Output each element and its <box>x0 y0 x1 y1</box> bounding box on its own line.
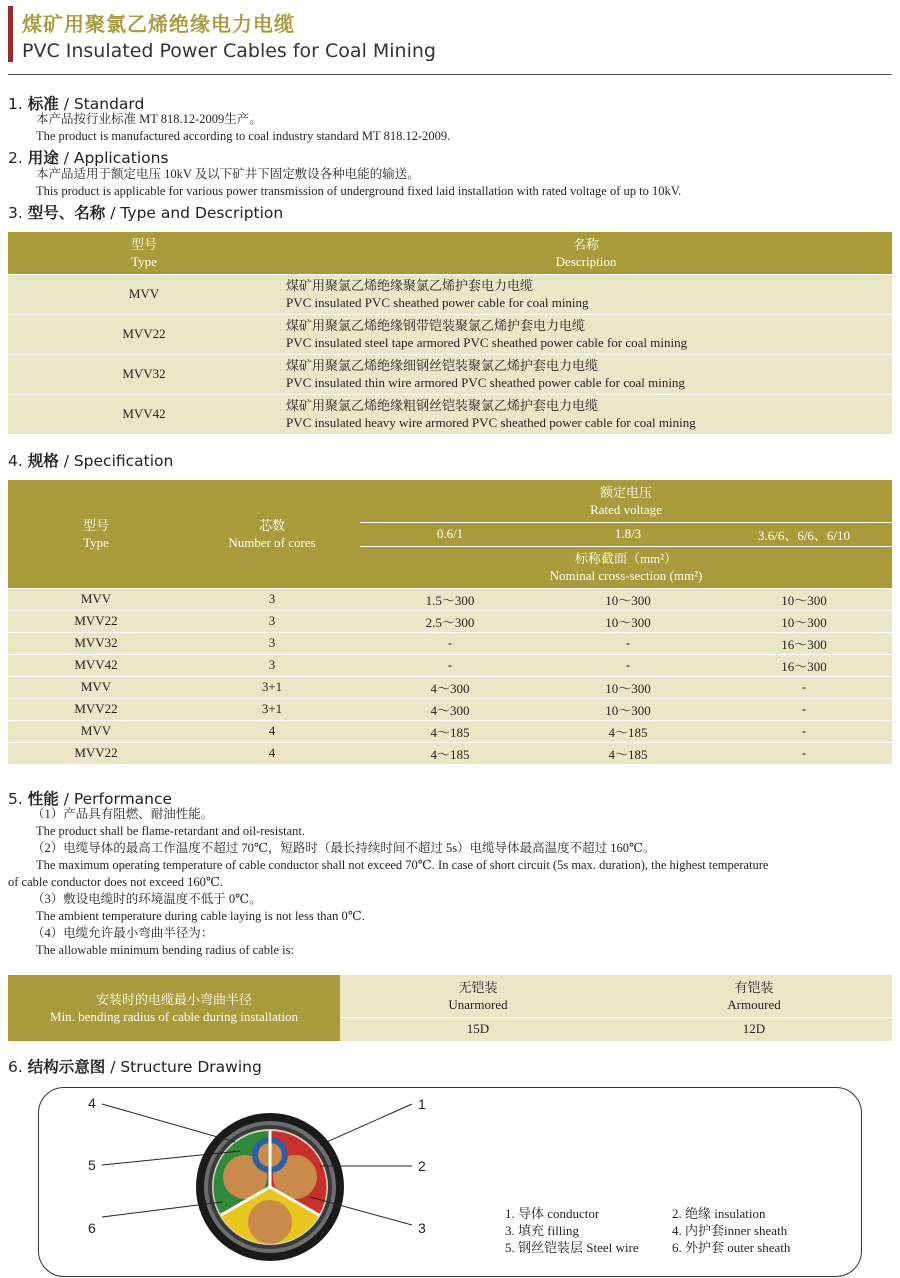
rated-voltage-en: Rated voltage <box>590 501 662 517</box>
spec-type-en: Type <box>83 534 109 550</box>
table-row <box>8 720 892 742</box>
cross-section-en: Nominal cross-section (mm²) <box>549 568 703 583</box>
voltage-col-3: 3.6/6、6/6、6/10 <box>716 522 892 546</box>
v3-cell: 16～300 <box>716 654 892 676</box>
type-header-en: Type <box>131 253 157 269</box>
section-spec-heading <box>8 449 173 471</box>
section-title-cn: 标准 <box>27 95 59 113</box>
unarmored-en: Unarmored <box>448 996 508 1012</box>
bend-label-en: Min. bending radius of cable during installation <box>49 1009 299 1024</box>
desc-cell <box>280 274 892 314</box>
section-title-en: / Standard <box>63 95 145 113</box>
section-title-en: / Type and Description <box>110 204 284 222</box>
desc-en: PVC insulated thin wire armored PVC sheathed power cable for coal mining <box>286 375 685 390</box>
cross-section-header <box>360 546 892 588</box>
v2-cell: 10～300 <box>540 610 716 632</box>
title-accent-bar <box>8 6 13 62</box>
table-row <box>8 676 892 698</box>
cores-cell: 4 <box>184 720 360 742</box>
standard-text-cn: 本产品按行业标准 MT 818.12-2009生产。 <box>36 112 262 126</box>
table-row <box>8 632 892 654</box>
v3-cell: 10～300 <box>716 588 892 610</box>
v1-cell: 4～185 <box>360 720 540 742</box>
perf-item-en: The maximum operating temperature of cable conductor shall not exceed 70℃. In case of short circuit (5s max. duration), the highest temperature <box>36 858 769 872</box>
section-title-cn: 结构示意图 <box>27 1058 106 1076</box>
desc-cell <box>280 394 892 434</box>
perf-item-cn: （2）电缆导体的最高工作温度不超过 70℃，短路时（最长持续时间不超过 5s）电缆导体最高温度不超过 160℃。 <box>32 841 656 855</box>
v3-cell: 10～300 <box>716 610 892 632</box>
desc-cn: 煤矿用聚氯乙烯绝缘细钢丝铠装聚氯乙烯护套电力电缆 <box>286 358 599 373</box>
type-cell: MVV42 <box>8 654 184 676</box>
desc-cn: 煤矿用聚氯乙烯绝缘钢带铠装聚氯乙烯护套电力电缆 <box>286 318 586 333</box>
spec-cores-cn: 芯数 <box>258 517 285 533</box>
type-header-cell <box>8 232 280 274</box>
perf-item-cn: （3）敷设电缆时的环境温度不低于 0℃。 <box>32 892 262 906</box>
section-type-heading <box>8 201 283 223</box>
legend-item: 6. 外护套 outer sheath <box>672 1240 791 1255</box>
section-number: 5. <box>8 790 23 808</box>
standard-text <box>36 111 450 145</box>
perf-item-en: The allowable minimum bending radius of cable is: <box>36 943 294 957</box>
section-title-cn: 型号、名称 <box>27 204 106 222</box>
header-divider <box>8 74 892 75</box>
leader-5 <box>102 1151 240 1165</box>
v1-cell: - <box>360 654 540 676</box>
v2-cell: 4～185 <box>540 742 716 764</box>
section-title-en: / Performance <box>63 790 173 808</box>
desc-cn: 煤矿用聚氯乙烯绝缘聚氯乙烯护套电力电缆 <box>286 278 534 293</box>
section-title-en: / Structure Drawing <box>110 1058 262 1076</box>
section-structure-heading <box>8 1055 262 1077</box>
desc-en: PVC insulated heavy wire armored PVC sheathed power cable for coal mining <box>286 415 696 430</box>
cores-cell: 4 <box>184 742 360 764</box>
bend-header-row <box>8 975 892 1017</box>
unarmored-value: 15D <box>340 1017 616 1041</box>
cores-cell: 3 <box>184 610 360 632</box>
v2-cell: 4～185 <box>540 720 716 742</box>
leader-6 <box>102 1202 222 1217</box>
callout-5: 5 <box>88 1157 96 1173</box>
applications-text <box>36 166 681 200</box>
section-title-en: / Specification <box>63 452 174 470</box>
perf-item-en-cont: of cable conductor does not exceed 160℃. <box>8 875 223 889</box>
perf-item-en: The ambient temperature during cable laying is not less than 0℃. <box>36 909 365 923</box>
legend-col-1 <box>505 1205 639 1256</box>
desc-en: PVC insulated PVC sheathed power cable for coal mining <box>286 295 589 310</box>
bend-radius-table <box>8 975 892 1041</box>
type-cell: MVV22 <box>8 698 184 720</box>
type-cell: MVV32 <box>8 354 280 394</box>
title-english: PVC Insulated Power Cables for Coal Mining <box>22 40 436 62</box>
callout-1: 1 <box>418 1096 426 1112</box>
v1-cell: 4～185 <box>360 742 540 764</box>
section-number: 6. <box>8 1058 23 1076</box>
type-cell: MVV22 <box>8 314 280 354</box>
unarmored-header <box>340 975 616 1017</box>
v2-cell: - <box>540 654 716 676</box>
table-row <box>8 654 892 676</box>
v3-cell: - <box>716 676 892 698</box>
voltage-col-2: 1.8/3 <box>540 522 716 546</box>
applications-text-cn: 本产品适用于额定电压 10kV 及以下矿井下固定敷设各种电能的输送。 <box>36 167 420 181</box>
v3-cell: - <box>716 720 892 742</box>
cores-cell: 3+1 <box>184 676 360 698</box>
type-cell: MVV <box>8 274 280 314</box>
section-title-cn: 性能 <box>27 790 59 808</box>
cores-cell: 3 <box>184 632 360 654</box>
desc-cell <box>280 314 892 354</box>
v1-cell: 1.5～300 <box>360 588 540 610</box>
perf-item-en: The product shall be flame-retardant and oil-resistant. <box>36 824 305 838</box>
spec-header-row-1 <box>8 480 892 522</box>
type-header-cn: 型号 <box>130 236 157 252</box>
leader-1 <box>320 1104 412 1145</box>
perf-item-cn: （1）产品具有阻燃、耐油性能。 <box>32 807 214 821</box>
desc-header-cn: 名称 <box>572 236 599 252</box>
section-number: 1. <box>8 95 23 113</box>
v1-cell: 2.5～300 <box>360 610 540 632</box>
performance-text <box>8 806 898 959</box>
table-row <box>8 274 892 314</box>
bend-label-cell <box>8 975 340 1041</box>
table-row <box>8 314 892 354</box>
table-row <box>8 588 892 610</box>
type-cell: MVV42 <box>8 394 280 434</box>
callout-4: 4 <box>88 1095 96 1111</box>
table-row <box>8 354 892 394</box>
section-title-en: / Applications <box>63 149 169 167</box>
standard-text-en: The product is manufactured according to coal industry standard MT 818.12-2009. <box>36 129 451 143</box>
section-applications-heading <box>8 146 169 168</box>
desc-header-cell <box>280 232 892 274</box>
spec-body <box>8 588 892 764</box>
unarmored-cn: 无铠装 <box>458 979 498 995</box>
legend-col-2 <box>672 1205 790 1256</box>
type-cell: MVV <box>8 676 184 698</box>
section-number: 3. <box>8 204 23 222</box>
spec-cores-header <box>184 480 360 588</box>
section-title-cn: 规格 <box>27 452 59 470</box>
armoured-header <box>616 975 892 1017</box>
table-row <box>8 394 892 434</box>
v2-cell: 10～300 <box>540 588 716 610</box>
desc-header-en: Description <box>555 253 617 269</box>
type-cell: MVV <box>8 588 184 610</box>
armoured-cn: 有铠装 <box>734 979 774 995</box>
table-row <box>8 698 892 720</box>
cross-section-cn: 标称截面（mm²） <box>574 551 678 566</box>
table-row <box>8 610 892 632</box>
spec-table <box>8 480 892 765</box>
legend-item: 2. 绝缘 insulation <box>672 1206 766 1221</box>
callout-6: 6 <box>88 1220 96 1236</box>
legend-item: 5. 钢丝铠装层 Steel wire <box>505 1240 639 1255</box>
v2-cell: - <box>540 632 716 654</box>
v1-cell: 4～300 <box>360 676 540 698</box>
title-chinese: 煤矿用聚氯乙烯绝缘电力电缆 <box>22 12 295 36</box>
desc-cell <box>280 354 892 394</box>
callout-2: 2 <box>418 1158 426 1174</box>
bend-label-cn: 安装时的电缆最小弯曲半径 <box>95 992 252 1007</box>
v3-cell: - <box>716 698 892 720</box>
table-row <box>8 742 892 764</box>
section-number: 4. <box>8 452 23 470</box>
desc-en: PVC insulated steel tape armored PVC sheathed power cable for coal mining <box>286 335 688 350</box>
type-table <box>8 232 892 435</box>
legend-item: 4. 内护套inner sheath <box>672 1223 788 1238</box>
rated-voltage-cn: 额定电压 <box>599 484 652 500</box>
spec-type-cn: 型号 <box>82 517 109 533</box>
type-cell: MVV22 <box>8 742 184 764</box>
v1-cell: 4～300 <box>360 698 540 720</box>
leader-3 <box>310 1197 412 1225</box>
type-cell: MVV22 <box>8 610 184 632</box>
type-cell: MVV32 <box>8 632 184 654</box>
voltage-col-1: 0.6/1 <box>360 522 540 546</box>
legend-item: 3. 填充 filling <box>505 1223 580 1238</box>
rated-voltage-header <box>360 480 892 522</box>
section-number: 2. <box>8 149 23 167</box>
cores-cell: 3 <box>184 588 360 610</box>
leader-4 <box>102 1104 235 1142</box>
v3-cell: - <box>716 742 892 764</box>
armoured-en: Armoured <box>727 996 781 1012</box>
applications-text-en: This product is applicable for various power transmission of underground fixed laid installation with rated voltage of up to 10kV. <box>36 184 682 198</box>
v2-cell: 10～300 <box>540 676 716 698</box>
v2-cell: 10～300 <box>540 698 716 720</box>
type-cell: MVV <box>8 720 184 742</box>
type-table-header <box>8 232 892 274</box>
spec-cores-en: Number of cores <box>228 534 316 550</box>
armoured-value: 12D <box>616 1017 892 1041</box>
v1-cell: - <box>360 632 540 654</box>
v3-cell: 16～300 <box>716 632 892 654</box>
cores-cell: 3 <box>184 654 360 676</box>
section-title-cn: 用途 <box>27 149 59 167</box>
desc-cn: 煤矿用聚氯乙烯绝缘粗钢丝铠装聚氯乙烯护套电力电缆 <box>286 398 599 413</box>
perf-item-cn: （4）电缆允许最小弯曲半径为： <box>32 926 214 940</box>
spec-type-header <box>8 480 184 588</box>
legend-item: 1. 导体 conductor <box>505 1206 600 1221</box>
cores-cell: 3+1 <box>184 698 360 720</box>
callout-3: 3 <box>418 1220 426 1236</box>
